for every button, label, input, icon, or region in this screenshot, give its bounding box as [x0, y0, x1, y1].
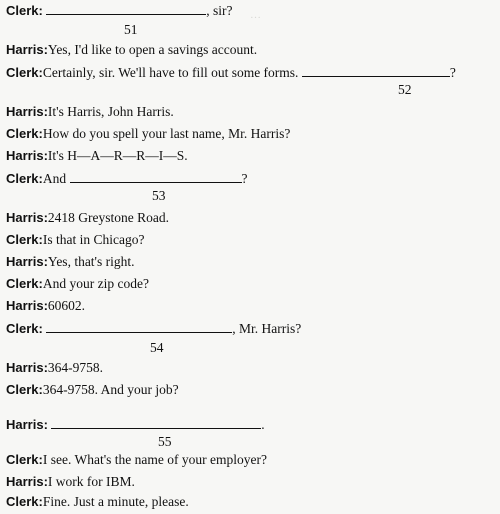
- speaker-separator: :: [43, 298, 48, 313]
- line-tail: , sir?: [206, 3, 233, 18]
- blank-number: 51: [124, 22, 138, 37]
- line-text: I work for IBM.: [47, 474, 135, 489]
- line-text: It's Harris, John Harris.: [47, 104, 174, 119]
- speaker-separator: :: [38, 452, 43, 467]
- blank-number: 55: [158, 434, 172, 449]
- line-tail: ?: [241, 171, 248, 186]
- dialogue-line: [6, 254, 135, 270]
- line-text: How do you spell your last name, Mr. Harris?: [42, 126, 291, 141]
- dialogue-line: [6, 64, 456, 81]
- speaker-label: Harris: [6, 210, 44, 225]
- speaker-label: Harris: [6, 360, 44, 375]
- speaker-separator: :: [38, 3, 43, 18]
- speaker-label: Clerk: [6, 171, 39, 186]
- speaker-separator: :: [38, 494, 43, 509]
- line-text: Yes, I'd like to open a savings account.: [47, 42, 258, 57]
- speaker-label: Harris: [6, 42, 44, 57]
- speaker-separator: :: [38, 276, 43, 291]
- speaker-separator: :: [43, 104, 48, 119]
- dialogue-line: [6, 494, 189, 510]
- speaker-separator: :: [43, 148, 48, 163]
- dialogue-line: [6, 452, 267, 468]
- dialogue-line: [6, 298, 85, 314]
- speaker-label: Harris: [6, 298, 44, 313]
- speaker-separator: :: [43, 254, 48, 269]
- dialogue-line: [6, 232, 144, 248]
- blank-number: 54: [150, 340, 164, 355]
- speaker-label: Harris: [6, 148, 44, 163]
- dialogue-line: [6, 210, 169, 226]
- speaker-separator: :: [38, 126, 43, 141]
- speaker-separator: :: [43, 42, 48, 57]
- line-text: Certainly, sir. We'll have to fill out some forms.: [42, 65, 299, 80]
- speaker-label: Clerk: [6, 382, 39, 397]
- line-text: 364-9758.: [47, 360, 104, 375]
- line-tail: , Mr. Harris?: [232, 321, 302, 336]
- blank-number: 53: [152, 188, 166, 203]
- dialogue-line: [6, 104, 174, 120]
- speaker-separator: :: [38, 232, 43, 247]
- bleed-through-text: …: [250, 9, 261, 21]
- line-text: It's H—A—R—R—I—S.: [47, 148, 188, 163]
- line-tail: ?: [449, 65, 456, 80]
- speaker-label: Clerk: [6, 276, 39, 291]
- line-text: And your zip code?: [42, 276, 149, 291]
- dialogue-line: [6, 474, 135, 490]
- speaker-label: Harris: [6, 254, 44, 269]
- speaker-label: Clerk: [6, 126, 39, 141]
- line-text: Is that in Chicago?: [42, 232, 145, 247]
- speaker-label: Harris: [6, 104, 44, 119]
- dialogue-line: [6, 170, 248, 187]
- dialogue-line: [6, 2, 233, 19]
- dialogue-line: [6, 382, 179, 398]
- dialogue-line: [6, 416, 265, 433]
- speaker-separator: :: [38, 382, 43, 397]
- line-text: I see. What's the name of your employer?: [42, 452, 267, 467]
- speaker-label: Clerk: [6, 3, 39, 18]
- dialogue-line: [6, 42, 257, 58]
- speaker-separator: :: [43, 210, 48, 225]
- line-tail: .: [261, 417, 265, 432]
- dialogue-line: [6, 148, 188, 164]
- answer-blank[interactable]: [302, 64, 450, 77]
- speaker-separator: :: [38, 65, 43, 80]
- speaker-label: Harris: [6, 474, 44, 489]
- speaker-separator: :: [43, 360, 48, 375]
- dialogue-line: [6, 320, 301, 337]
- answer-blank[interactable]: [70, 170, 242, 183]
- speaker-label: Clerk: [6, 65, 39, 80]
- speaker-separator: :: [43, 474, 48, 489]
- line-text: 60602.: [47, 298, 86, 313]
- answer-blank[interactable]: [51, 416, 261, 429]
- line-text: And: [42, 171, 67, 186]
- line-text: Yes, that's right.: [47, 254, 135, 269]
- dialogue-line: [6, 276, 149, 292]
- speaker-separator: :: [43, 417, 48, 432]
- speaker-separator: :: [38, 171, 43, 186]
- speaker-label: Clerk: [6, 452, 39, 467]
- speaker-label: Harris: [6, 417, 44, 432]
- speaker-label: Clerk: [6, 494, 39, 509]
- line-text: 364-9758. And your job?: [42, 382, 179, 397]
- dialogue-line: [6, 126, 290, 142]
- line-text: 2418 Greystone Road.: [47, 210, 170, 225]
- speaker-label: Clerk: [6, 321, 39, 336]
- answer-blank[interactable]: [46, 320, 232, 333]
- speaker-separator: :: [38, 321, 43, 336]
- answer-blank[interactable]: [46, 2, 206, 15]
- dialogue-line: [6, 360, 103, 376]
- blank-number: 52: [398, 82, 412, 97]
- line-text: Fine. Just a minute, please.: [42, 494, 189, 509]
- speaker-label: Clerk: [6, 232, 39, 247]
